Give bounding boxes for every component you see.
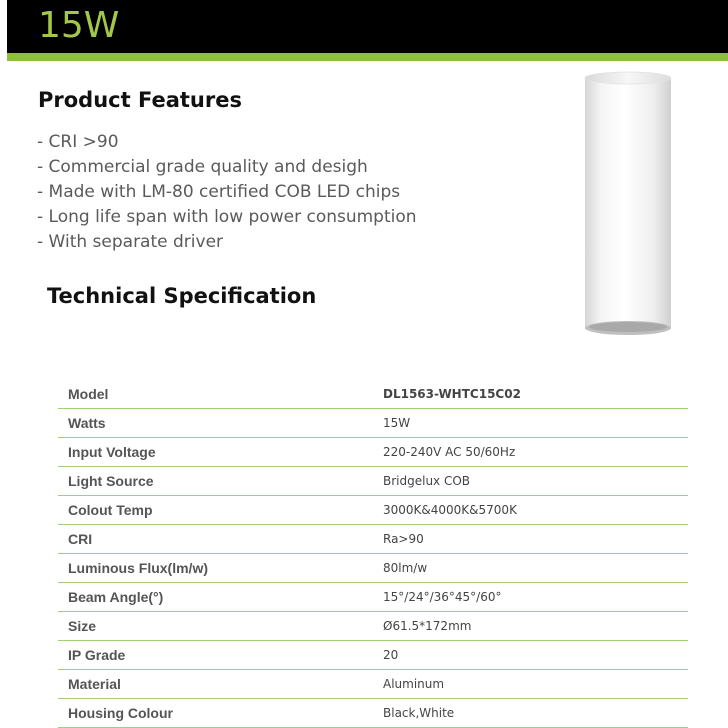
spec-label: IP Grade bbox=[68, 647, 126, 663]
spec-value: 15W bbox=[383, 416, 411, 430]
feature-item: - Commercial grade quality and desigh bbox=[37, 157, 368, 177]
header-bar bbox=[7, 0, 728, 53]
spec-label: Luminous Flux(lm/w) bbox=[68, 560, 208, 576]
feature-item: - Made with LM-80 certified COB LED chips bbox=[37, 182, 401, 202]
product-image bbox=[582, 70, 674, 338]
spec-label: Light Source bbox=[68, 473, 154, 489]
spec-label: Input Voltage bbox=[68, 444, 156, 460]
table-row bbox=[58, 496, 688, 525]
table-row bbox=[58, 380, 688, 409]
table-row bbox=[58, 467, 688, 496]
table-row bbox=[58, 612, 688, 641]
table-row bbox=[58, 525, 688, 554]
spec-value: 80lm/w bbox=[383, 561, 428, 575]
table-row bbox=[58, 670, 688, 699]
spec-value: 20 bbox=[383, 648, 399, 662]
spec-label: Size bbox=[68, 618, 97, 634]
spec-label: Material bbox=[68, 676, 121, 692]
spec-value: 220-240V AC 50/60Hz bbox=[383, 445, 516, 459]
table-row bbox=[58, 554, 688, 583]
spec-label: Housing Colour bbox=[68, 705, 173, 721]
table-row bbox=[58, 699, 688, 728]
features-heading: Product Features bbox=[38, 88, 242, 112]
spec-table bbox=[58, 380, 688, 728]
spec-label: Colout Temp bbox=[68, 502, 153, 518]
spec-value: Ø61.5*172mm bbox=[383, 619, 472, 633]
feature-item: - CRI >90 bbox=[37, 132, 119, 152]
spec-value: 15°/24°/36°45°/60° bbox=[383, 590, 502, 604]
spec-label: CRI bbox=[68, 531, 93, 547]
spec-label: Beam Angle(°) bbox=[68, 589, 164, 605]
header-accent-stripe bbox=[7, 53, 728, 61]
spec-label: Watts bbox=[68, 415, 106, 431]
spec-value: Ra>90 bbox=[383, 532, 424, 546]
spec-value: DL1563-WHTC15C02 bbox=[383, 387, 521, 401]
feature-item: - Long life span with low power consumption bbox=[37, 207, 417, 227]
spec-value: 3000K&4000K&5700K bbox=[383, 503, 517, 517]
table-row bbox=[58, 583, 688, 612]
features-list bbox=[37, 130, 417, 255]
spec-value: Bridgelux COB bbox=[383, 474, 471, 488]
table-row bbox=[58, 641, 688, 670]
spec-value: Black,White bbox=[383, 706, 455, 720]
spec-value: Aluminum bbox=[383, 677, 445, 691]
spec-heading: Technical Specification bbox=[47, 284, 317, 308]
table-row bbox=[58, 409, 688, 438]
table-row bbox=[58, 438, 688, 467]
page-title: 15W bbox=[38, 5, 120, 46]
feature-item: - With separate driver bbox=[37, 232, 224, 252]
spec-label: Model bbox=[68, 386, 109, 402]
